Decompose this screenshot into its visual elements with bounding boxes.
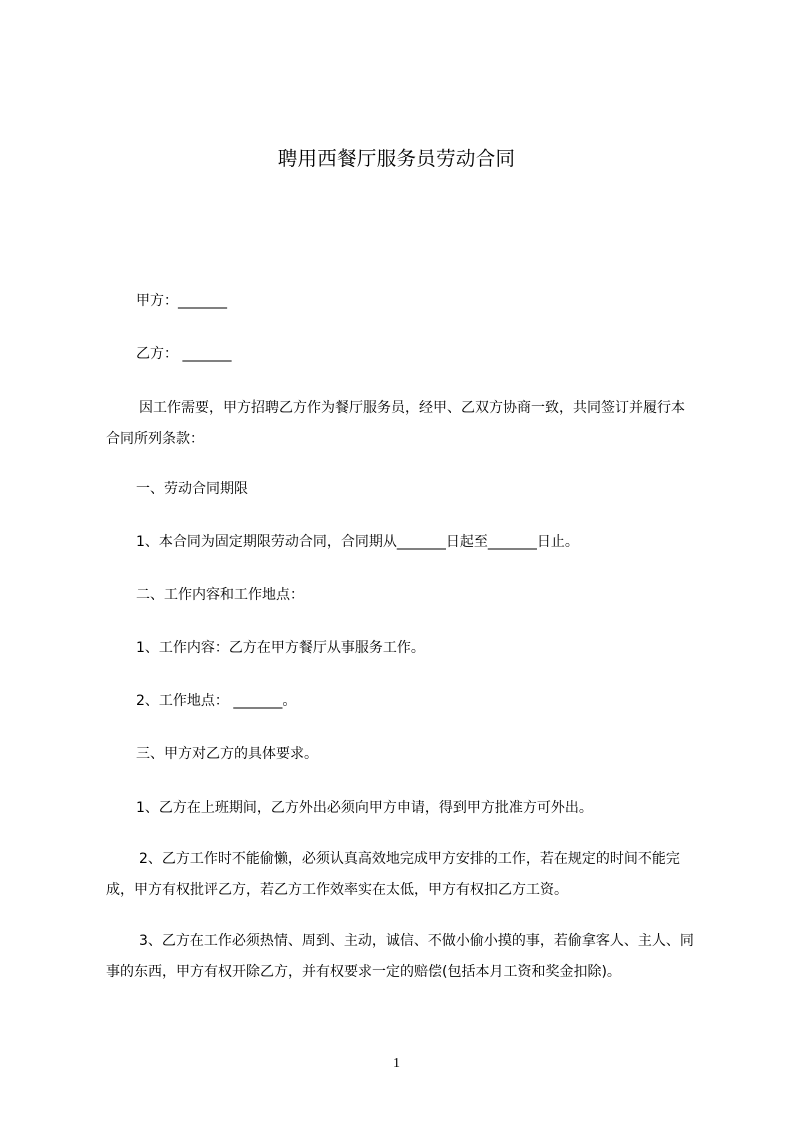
page-number: 1: [393, 1056, 400, 1071]
intro-paragraph: 因工作需要，甲方招聘乙方作为餐厅服务员，经甲、乙双方协商一致，共同签订并履行本合同所列条款：: [106, 400, 685, 447]
section-3-item-2: 2、乙方工作时不能偷懒，必须认真高效地完成甲方安排的工作，若在规定的时间不能完成，甲方有权批评乙方，若乙方工作效率实在太低，甲方有权扣乙方工资。: [106, 851, 680, 898]
section-3-heading: 三、甲方对乙方的具体要求。: [136, 746, 318, 762]
section-1-heading: 一、劳动合同期限: [136, 481, 248, 497]
section-2-heading: 二、工作内容和工作地点：: [136, 587, 304, 603]
section-1-item-1: 1、本合同为固定期限劳动合同，合同期从_______日起至_______日止。: [136, 534, 579, 550]
section-3-item-1: 1、乙方在上班期间，乙方外出必须向甲方申请，得到甲方批准方可外出。: [136, 800, 593, 816]
party-a-line: 甲方：_______: [136, 293, 227, 309]
section-3-item-3: 3、乙方在工作必须热情、周到、主动，诚信、不做小偷小摸的事，若偷拿客人、主人、同事的东西，甲方有权开除乙方，并有权要求一定的赔偿(包括本月工资和奖金扣除)。: [106, 933, 694, 980]
section-2-item-1: 1、工作内容：乙方在甲方餐厅从事服务工作。: [136, 640, 425, 656]
section-2-item-2: 2、工作地点： _______。: [136, 693, 297, 709]
document-title: 聘用西餐厅服务员劳动合同: [277, 147, 516, 170]
party-b-line: 乙方： _______: [136, 346, 232, 362]
